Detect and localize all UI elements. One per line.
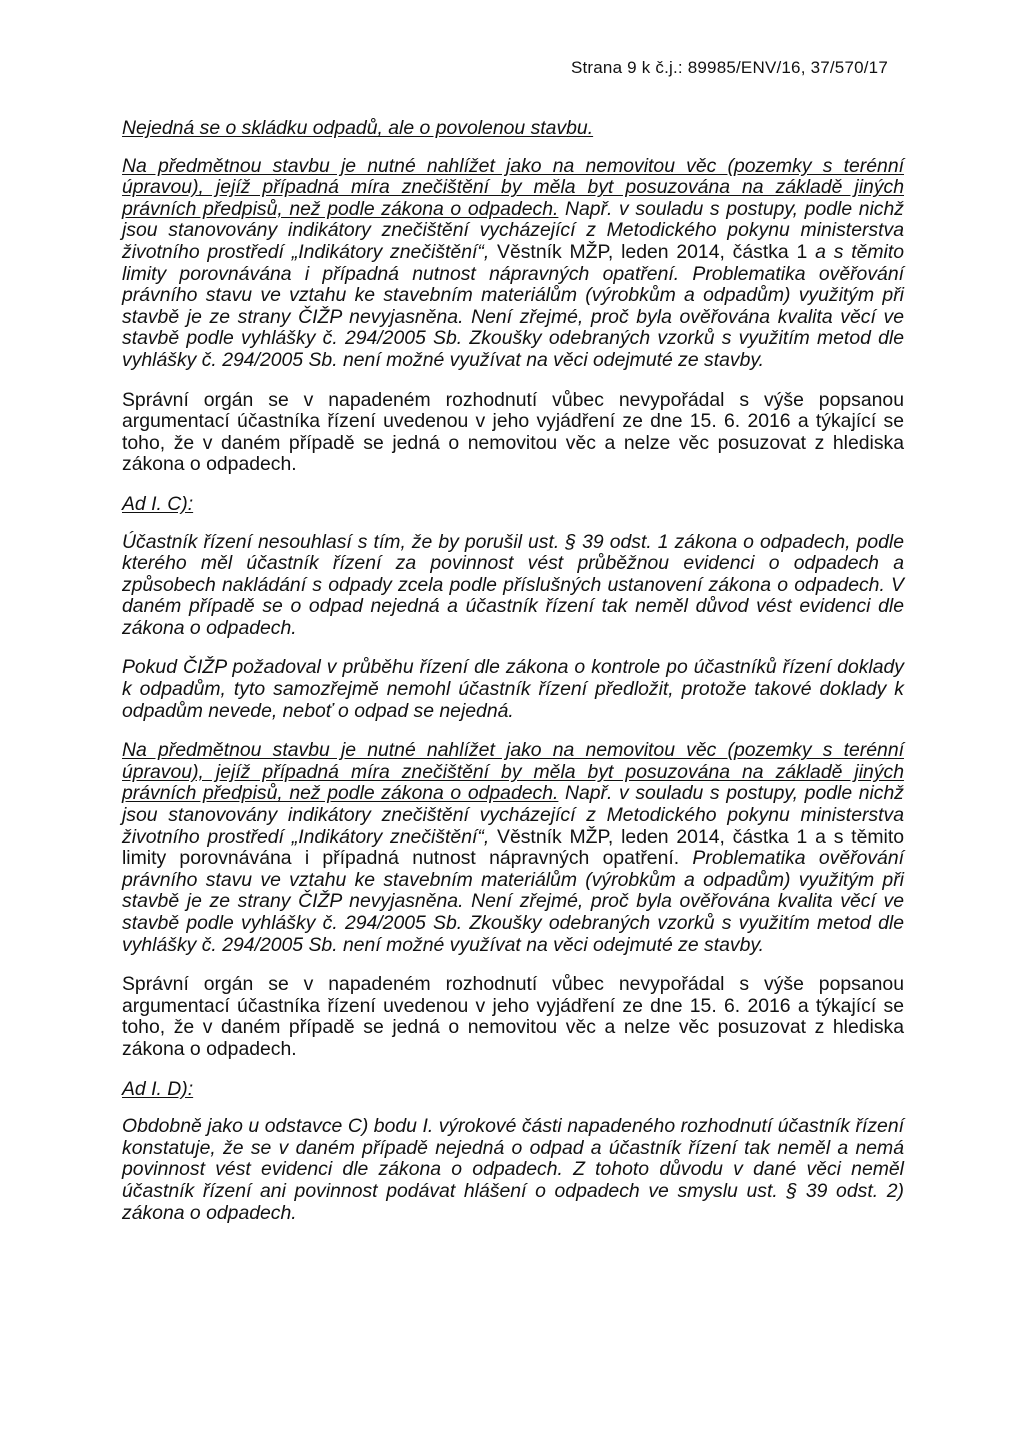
- document-body: [122, 118, 904, 1242]
- paragraph-6-text-a: Např. v souladu s postupy, podle nichž jsou stanovovány indikátory znečištění vycházející z Metodického pokynu ministerstva životního prostředí „Indikátory znečištění“,: [122, 782, 904, 848]
- paragraph-7: Správní orgán se v napadeném rozhodnutí vůbec nevypořádal s výše popsanou argumentací účastníka řízení uvedenou v jeho vyjádření ze dne 15. 6. 2016 a týkající se toho, že v daném případě se jedná o nemovitou věc a nelze věc posuzovat z hlediska zákona o odpadech.: [122, 973, 904, 1060]
- paragraph-6-text-c: Problematika ověřování právního stavu ve vztahu ke stavebním materiálům (výrobkům a odpadům) využitým při stavbě je ze strany ČIŽP nevyjasněna. Není zřejmé, proč byla ověřována kvalita věcí ve stavbě podle vyhlášky č. 294/2005 Sb. Zkoušky odebraných vzorků s využitím metod dle vyhlášky č. 294/2005 Sb. není možné využívat na věci odejmuté ze stavby.: [122, 847, 905, 956]
- paragraph-6-underlined: Na předmětnou stavbu je nutné nahlížet jako na nemovitou věc (pozemky s terénní úpravou), jejíž případná míra znečištění by měla byt posuzována na základě jiných právních předpisů, než podle zákona o odpadech.: [122, 739, 904, 805]
- paragraph-8: Obdobně jako u odstavce C) bodu I. výrokové části napadeného rozhodnutí účastník řízení konstatuje, že se v daném případě nejedná o odpad a účastník řízení tak neměl a nemá povinnost vést evidenci dle zákona o odpadech. Z tohoto důvodu v dané věci neměl účastník řízení ani povinnost podávat hlášení o odpadech ve smyslu ust. § 39 odst. 2) zákona o odpadech.: [122, 1115, 904, 1224]
- paragraph-5: Pokud ČIŽP požadoval v průběhu řízení dle zákona o kontrole po účastníků řízení doklady k odpadům, tyto samozřejmě nemohl účastník řízení předložit, protože takové doklady k odpadům nevede, neboť o odpad se nejedná.: [122, 656, 904, 722]
- paragraph-2-underlined: Na předmětnou stavbu je nutné nahlížet jako na nemovitou věc (pozemky s terénní úpravou), jejíž případná míra znečištění by měla byt posuzována na základě jiných právních předpisů, než podle zákona o odpadech.: [122, 154, 904, 220]
- paragraph-2-text-a: Např. v souladu s postupy, podle nichž jsou stanovovány indikátory znečištění vycházející z Metodického pokynu ministerstva životního prostředí „Indikátory znečištění“,: [122, 197, 904, 263]
- paragraph-4: Účastník řízení nesouhlasí s tím, že by porušil ust. § 39 odst. 1 zákona o odpadech, podle kterého měl účastník řízení za povinnost vést průběžnou evidenci o odpadech a způsobech nakládání s odpady zcela podle příslušných ustanovení zákona o odpadech. V daném případě se o odpad nejedná a účastník řízení tak neměl důvod vést evidenci dle zákona o odpadech.: [122, 530, 904, 639]
- paragraph-2-text-c: a s těmito limity porovnávána i případná nutnost nápravných opatření. Problematika ověřování právního stavu ve vztahu ke stavebním materiálům (výrobkům a odpadům) využitým při stavbě je ze strany ČIŽP nevyjasněna. Není zřejmé, proč byla ověřována kvalita věcí ve stavbě podle vyhlášky č. 294/2005 Sb. Zkoušky odebraných vzorků s využitím metod dle vyhlášky č. 294/2005 Sb. není možné využívat na věci odejmuté ze stavby.: [122, 240, 904, 371]
- paragraph-2: [122, 156, 904, 372]
- heading-ad-c: Ad I. C):: [122, 492, 194, 515]
- paragraph-6-text-b: Věstník MŽP, leden 2014, částka 1 a s těmito limity porovnávána i případná nutnost nápravných opatření.: [122, 825, 904, 870]
- paragraph-6: [122, 740, 904, 956]
- paragraph-3: Správní orgán se v napadeném rozhodnutí vůbec nevypořádal s výše popsanou argumentací účastníka řízení uvedenou v jeho vyjádření ze dne 15. 6. 2016 a týkající se toho, že v daném případě se jedná o nemovitou věc a nelze věc posuzovat z hlediska zákona o odpadech.: [122, 388, 904, 476]
- paragraph-1: Nejedná se o skládku odpadů, ale o povolenou stavbu.: [122, 117, 594, 139]
- heading-ad-d: Ad I. D):: [122, 1077, 194, 1100]
- paragraph-2-text-b: Věstník MŽP, leden 2014, částka 1: [497, 240, 808, 263]
- page-reference: Strana 9 k č.j.: 89985/ENV/16, 37/570/17: [570, 58, 888, 77]
